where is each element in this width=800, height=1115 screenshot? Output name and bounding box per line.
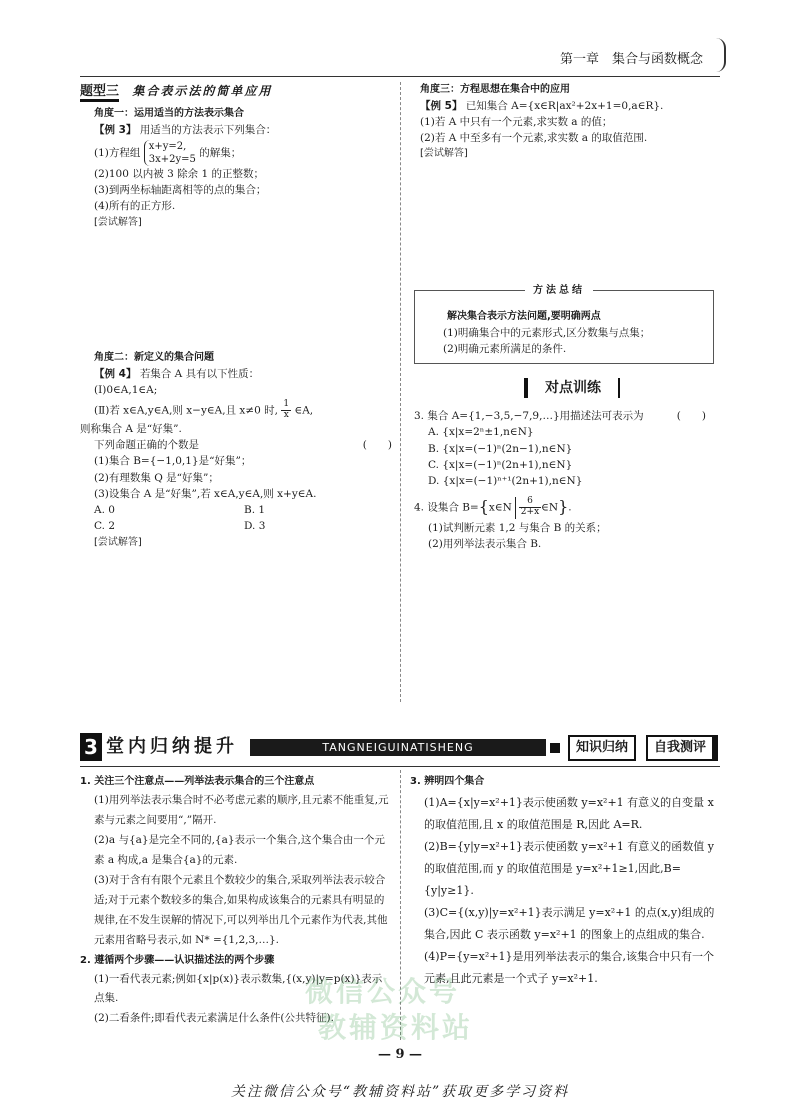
- example-4-options-ab: [80, 502, 392, 518]
- q4-prefix: 4. 设集合 B=: [414, 501, 479, 514]
- example-text: 若集合 A 具有以下性质：: [139, 367, 260, 380]
- example-label: 【例 4】: [94, 367, 137, 380]
- set-explanation-4: (4)P={y=x²+1}是用列举法表示的集合,该集合中只有一个元素,且此元素是一个式子 y=x²+1.: [424, 950, 714, 985]
- question-4-2: (2)用列举法表示集合 B.: [428, 538, 542, 551]
- numerator: 6: [519, 497, 541, 508]
- example-3-q4: (4)所有的正方形.: [94, 200, 176, 213]
- set-explanation-3: (3)C={(x,y)|y=x²+1}表示满足 y=x²+1 的点(x,y)组成的集合,因此 C 表示函数 y=x²+1 的图象上的点组成的集合.: [424, 906, 715, 941]
- right-column: [420, 82, 720, 162]
- practice-title: 对点训练: [524, 378, 620, 398]
- summary-heading-1: 1. 关注三个注意点——列举法表示集合的三个注意点: [80, 776, 315, 787]
- method-point-2: (2)明确元素所满足的条件.: [443, 342, 567, 355]
- example-4-c1: (Ⅰ)0∈A,1∈A;: [94, 383, 158, 396]
- section-subtitle: 集合表示法的简单应用: [132, 84, 273, 98]
- c2-prefix: (Ⅱ)若 x∈A,y∈A,则 x−y∈A,且 x≠0 时,: [94, 404, 279, 417]
- ask-text: 下列命题正确的个数是: [94, 439, 199, 452]
- equation-system: [144, 140, 196, 166]
- angle-three: 角度三：方程思想在集合中的应用: [420, 84, 570, 95]
- set-condition-left: x∈N: [488, 501, 512, 514]
- equation-2: 3x+2y=5: [148, 153, 196, 165]
- option-d: D. 3: [244, 520, 266, 533]
- angle-two: 角度二：新定义的集合问题: [94, 352, 214, 363]
- option-b: B. 1: [244, 504, 266, 517]
- example-4: [80, 366, 392, 382]
- watermark-line-1: 微信公众号: [305, 975, 461, 1008]
- example-3-q3: (3)到两坐标轴距离相等的点的集合；: [94, 184, 267, 197]
- question-3-option-a: A. {x|x=2ⁿ±1,n∈N}: [428, 426, 534, 439]
- question-4: [414, 495, 720, 520]
- section-heading: [80, 82, 392, 102]
- method-summary-box: [414, 285, 714, 364]
- q1-suffix: 的解集；: [199, 146, 242, 159]
- set-condition-right: ∈N: [541, 501, 559, 514]
- summary-right: [410, 772, 720, 990]
- example-5-q1: (1)若 A 中只有一个元素,求实数 a 的值；: [420, 115, 613, 128]
- example-3: [80, 122, 392, 138]
- tag-knowledge-summary: 知识归纳: [568, 735, 636, 761]
- numerator: 1: [283, 399, 290, 410]
- example-4-options-cd: [80, 518, 392, 534]
- summary-banner: [80, 733, 720, 761]
- example-5: [420, 98, 720, 114]
- footer-note: 关注微信公众号“教辅资料站”获取更多学习资料: [230, 1084, 570, 1100]
- c2-suffix: ∈A,: [294, 404, 314, 417]
- example-3-q2: (2)100 以内被 3 除余 1 的正整数；: [94, 167, 264, 180]
- set-divider: [515, 497, 516, 519]
- example-4-s1: (1)集合 B={−1,0,1}是“好集”；: [94, 455, 252, 468]
- banner-number: 3: [80, 733, 102, 761]
- example-label: 【例 3】: [94, 123, 137, 136]
- banner-rule: [80, 766, 720, 767]
- method-title: 方法总结: [525, 283, 593, 299]
- example-4-ask: [80, 437, 392, 453]
- brace-right-icon: }: [558, 497, 569, 517]
- chapter-header: 第一章 集合与函数概念: [560, 52, 704, 67]
- summary-point-2: (2)a 与{a}是完全不同的,{a}表示一个集合,这个集合由一个元素 a 构成,a 是集合{a}的元素.: [94, 833, 385, 866]
- banner-square-icon: [550, 743, 560, 753]
- question-4-1: (1)试判断元素 1,2 与集合 B 的关系；: [428, 522, 607, 535]
- example-text: 用适当的方法表示下列集合：: [139, 123, 277, 136]
- summary-heading-3: 3. 辨明四个集合: [410, 776, 485, 787]
- option-c: C. 2: [94, 520, 116, 533]
- angle-one: 角度一：运用适当的方法表示集合: [94, 108, 244, 120]
- header-bracket-icon: [716, 38, 726, 72]
- question-3-option-c: C. {x|x=(−1)ⁿ(2n+1),n∈N}: [428, 458, 573, 471]
- example-label: 【例 5】: [420, 99, 463, 112]
- left-column-lower: [80, 350, 392, 550]
- question-3-option-d: D. {x|x=(−1)ⁿ⁺¹(2n+1),n∈N}: [428, 475, 583, 488]
- left-column: [80, 82, 392, 230]
- column-divider: [400, 82, 401, 702]
- try-answer-3: [尝试解答]: [420, 148, 468, 160]
- summary-heading-2: 2. 遵循两个步骤——认识描述法的两个步骤: [80, 954, 275, 966]
- banner-pinyin-bar: TANGNEIGUINATISHENG: [250, 739, 546, 756]
- example-4-s2: (2)有理数集 Q 是“好集”；: [94, 471, 219, 484]
- practice-section: [414, 408, 720, 553]
- brace-left-icon: {: [478, 497, 489, 517]
- summary-point-1: (1)用列举法表示集合时不必考虑元素的顺序,且元素不能重复,元素与元素之间要用“,”隔开.: [94, 794, 389, 826]
- try-answer-2: [尝试解答]: [94, 536, 142, 548]
- method-head: 解决集合表示方法问题,要明确两点: [447, 311, 601, 322]
- question-text: 3. 集合 A={1,−3,5,−7,9,…}用描述法可表示为: [414, 410, 644, 422]
- denominator: 2+x: [520, 507, 540, 518]
- example-4-s3: (3)设集合 A 是“好集”,若 x∈A,y∈A,则 x+y∈A.: [94, 487, 317, 500]
- tag-self-test: 自我测评: [646, 735, 718, 761]
- example-5-q2: (2)若 A 中至多有一个元素,求实数 a 的取值范围.: [420, 132, 648, 145]
- q4-end: .: [568, 501, 572, 514]
- method-point-1: (1)明确集合中的元素形式,区分数集与点集；: [443, 326, 651, 339]
- set-explanation-2: (2)B={y|y=x²+1}表示使函数 y=x²+1 有意义的函数值 y 的取值范围,而 y 的取值范围是 y=x²+1≥1,因此,B={y|y≥1}.: [424, 840, 715, 897]
- summary-point-3: (3)对于含有有限个元素且个数较少的集合,采取列举法表示较合适;对于元素个数较多的集合,如果构成该集合的元素具有明显的规律,在不发生误解的情况下,可以列举出几个元素作为代表,其他元素用省略号表示,如 N* ={1,2,3,…}.: [94, 873, 388, 946]
- denominator: x: [283, 409, 289, 420]
- header-rule: [80, 76, 720, 77]
- equation-1: x+y=2,: [148, 140, 187, 152]
- section-title: 题型三: [80, 84, 119, 102]
- example-text: 已知集合 A={x∈R|ax²+2x+1=0,a∈R}.: [465, 99, 664, 112]
- try-answer-1: [尝试解答]: [94, 216, 142, 228]
- set-explanation-1: (1)A={x|y=x²+1}表示使函数 y=x²+1 有意义的自变量 x 的取值范围,且 x 的取值范围是 R,因此 A=R.: [424, 796, 714, 831]
- answer-paren: ( ): [676, 410, 706, 422]
- watermark-line-2: 教辅资料站: [318, 1011, 474, 1044]
- example-4-c2: [80, 400, 392, 421]
- page-number: — 9 —: [377, 1047, 423, 1062]
- q1-prefix: (1)方程组: [94, 146, 141, 159]
- fraction: [519, 497, 541, 518]
- option-a: A. 0: [94, 504, 115, 517]
- fraction: [281, 400, 291, 421]
- question-3-option-b: B. {x|x=(−1)ⁿ(2n−1),n∈N}: [428, 442, 573, 455]
- summary-step-2: (2)二看条件;即看代表元素满足什么条件(公共特征).: [94, 1012, 334, 1025]
- summary-step-1: (1)一看代表元素;例如{x|p(x)}表示数集,{(x,y)|y=p(x)}表示点集.: [94, 972, 383, 1005]
- banner-title: 堂内归纳提升: [106, 736, 238, 757]
- answer-paren: ( ): [362, 439, 392, 452]
- example-3-q1: [80, 140, 392, 166]
- example-4-c3: 则称集合 A 是“好集”.: [80, 422, 182, 435]
- question-3: [414, 408, 720, 424]
